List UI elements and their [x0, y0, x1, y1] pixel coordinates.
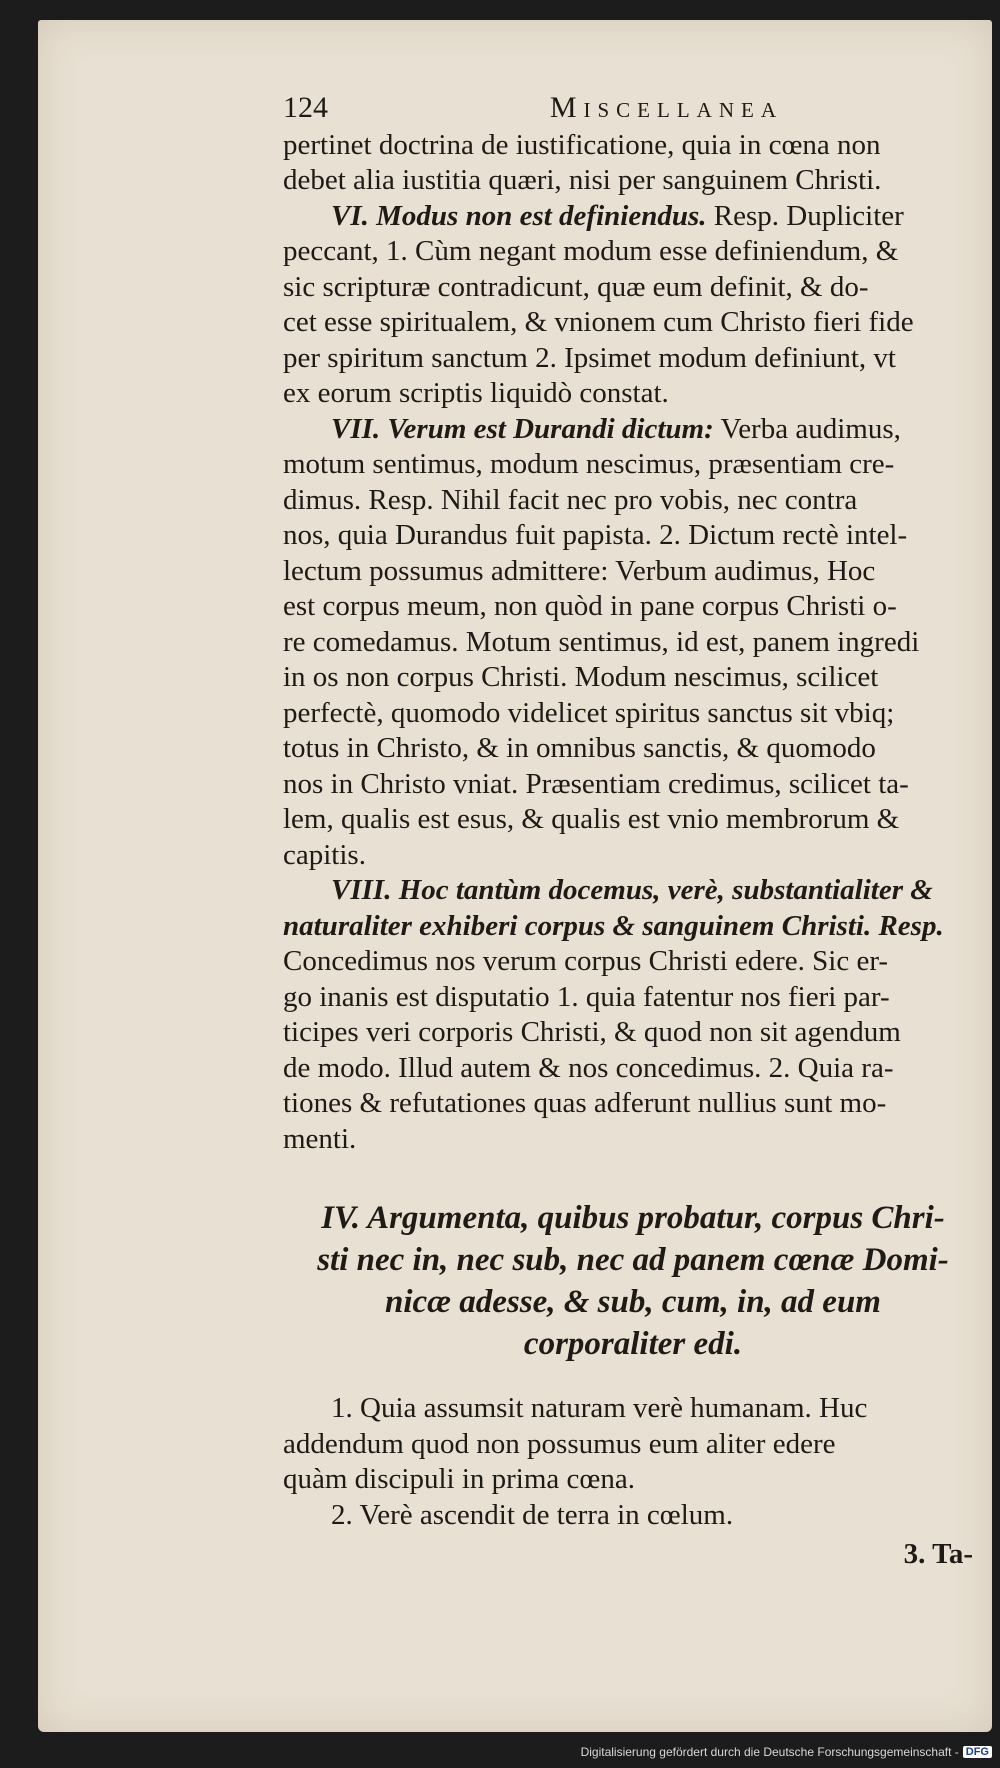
paragraph-vi — [283, 199, 1000, 412]
digitization-footer — [581, 1742, 992, 1762]
text-line: per spiritum sanctum 2. Ipsimet modum definiunt, vt — [283, 341, 896, 374]
text-line: go inanis est disputatio 1. quia fatentur nos fieri par- — [283, 980, 890, 1013]
text-line — [283, 412, 1000, 448]
page-content — [283, 90, 1000, 1573]
section-heading — [283, 1197, 1000, 1365]
text-line: lem, qualis est esus, & qualis est vnio membrorum & — [283, 803, 900, 835]
text-line: quàm discipuli in prima cœna. — [283, 1463, 635, 1495]
text-line: re comedamus. Motum sentimus, id est, panem ingredi — [283, 625, 920, 658]
text-line: sic scripturæ contradicunt, quæ eum definit, & do- — [283, 270, 869, 303]
list-item — [283, 1498, 1000, 1534]
paragraph-viii — [283, 873, 1000, 1157]
heading-line: nicæ adesse, & sub, cum, in, ad eum — [385, 1284, 881, 1320]
text-span: Resp. Dupliciter — [706, 199, 904, 232]
list-item — [283, 1391, 1000, 1498]
paragraph-lead: VI. Modus non est definiendus. — [331, 199, 707, 232]
dfg-logo: DFG — [963, 1746, 992, 1758]
text-line: nos, quia Durandus fuit papista. 2. Dictum rectè intel- — [283, 519, 908, 551]
text-line: naturaliter exhiberi corpus & sanguinem Christi. Resp. — [283, 909, 944, 942]
text-line: 2. Verè ascendit de terra in cœlum. — [331, 1498, 734, 1531]
heading-line: sti nec in, nec sub, nec ad panem cœnæ Domi- — [317, 1242, 949, 1278]
text-line: dimus. Resp. Nihil facit nec pro vobis, nec contra — [283, 483, 858, 516]
text-line: tiones & refutationes quas adferunt nullius sunt mo- — [283, 1087, 887, 1119]
text-line: Concedimus nos verum corpus Christi edere. Sic er- — [283, 945, 889, 977]
paragraph-vii — [283, 412, 1000, 874]
text-line — [283, 873, 1000, 909]
catchword: 3. Ta- — [903, 1538, 973, 1570]
running-title: Miscellanea — [549, 91, 783, 124]
text-line: totus in Christo, & in omnibus sanctis, & quomodo — [283, 732, 876, 764]
paragraph-lead: VIII. Hoc tantùm docemus, verè, substantialiter & — [331, 874, 933, 906]
running-header — [283, 90, 783, 126]
text-line: debet alia iustitia quæri, nisi per sanguinem Christi. — [283, 164, 882, 196]
text-line: perfectè, quomodo videlicet spiritus sanctus sit vbiq; — [283, 696, 895, 729]
text-line: de modo. Illud autem & nos concedimus. 2. Quia ra- — [283, 1051, 894, 1084]
text-line: est corpus meum, non quòd in pane corpus Christi o- — [283, 590, 897, 622]
text-span: Verba audimus, — [713, 412, 901, 445]
paragraph-lead: VII. Verum est Durandi dictum: — [331, 412, 714, 445]
page-number: 124 — [283, 91, 328, 124]
text-line: addendum quod non possumus eum aliter edere — [283, 1427, 836, 1460]
text-line: menti. — [283, 1122, 357, 1155]
text-line: 1. Quia assumsit naturam verè humanam. Huc — [331, 1392, 868, 1424]
text-line: pertinet doctrina de iustificatione, quia in cœna non — [283, 128, 881, 161]
text-line: ex eorum scriptis liquidò constat. — [283, 377, 669, 409]
text-line: peccant, 1. Cùm negant modum esse definiendum, & — [283, 235, 899, 267]
text-line — [283, 199, 1000, 235]
heading-line: IV. Argumenta, quibus probatur, corpus Chri- — [321, 1200, 945, 1236]
text-line: cet esse spiritualem, & vnionem cum Christo fieri fide — [283, 306, 914, 338]
text-line: lectum possumus admittere: Verbum audimus, Hoc — [283, 554, 876, 587]
text-line: in os non corpus Christi. Modum nescimus, scilicet — [283, 661, 879, 693]
heading-line: corporaliter edi. — [523, 1326, 743, 1362]
text-line: motum sentimus, modum nescimus, præsentiam cre- — [283, 448, 895, 480]
book-page — [38, 20, 992, 1732]
text-line: nos in Christo vniat. Præsentiam credimus, scilicet ta- — [283, 767, 909, 800]
text-line: ticipes veri corporis Christi, & quod non sit agendum — [283, 1016, 901, 1048]
argument-list — [283, 1391, 1000, 1533]
text-line: capitis. — [283, 838, 366, 871]
footer-text: Digitalisierung gefördert durch die Deutsche Forschungsgemeinschaft - — [580, 1745, 959, 1759]
paragraph-continuation — [283, 128, 1000, 199]
